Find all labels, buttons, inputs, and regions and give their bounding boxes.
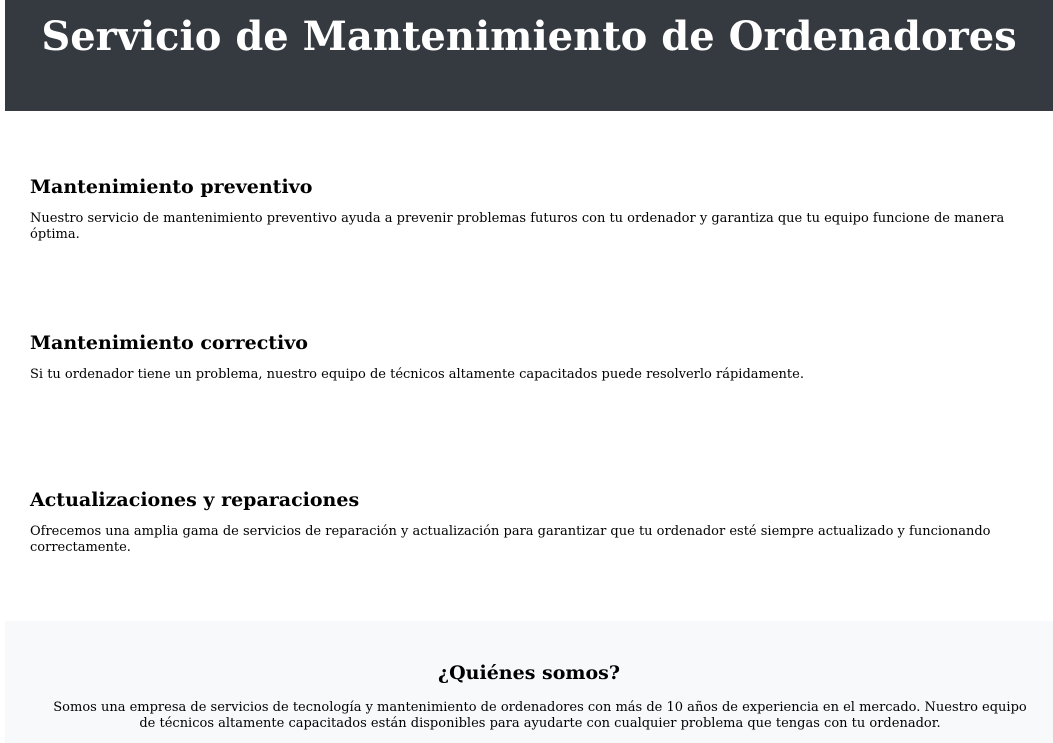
about-description: Somos una empresa de servicios de tecnología y mantenimiento de ordenadores con más de 10 años de experiencia en el mercado. Nuestro equipo de técnicos altamente capacitados están disponibles para ayudarte con cualquier problema que tengas con tu ordenador.	[53, 700, 1027, 731]
service-preventive	[30, 175, 1043, 243]
page-title: Servicio de Mantenimiento de Ordenadores	[41, 13, 1017, 60]
service-title: Mantenimiento correctivo	[30, 332, 308, 354]
about-section	[5, 621, 1053, 743]
service-updates-repairs	[30, 488, 1043, 556]
service-title: Actualizaciones y reparaciones	[30, 489, 360, 511]
about-title: ¿Quiénes somos?	[438, 662, 620, 684]
service-description: Si tu ordenador tiene un problema, nuestro equipo de técnicos altamente capacitados puede resolverlo rápidamente.	[30, 367, 804, 382]
service-title: Mantenimiento preventivo	[30, 176, 313, 198]
service-description: Ofrecemos una amplia gama de servicios de reparación y actualización para garantizar que tu ordenador esté siempre actualizado y funcionando correctamente.	[30, 524, 991, 555]
service-corrective	[30, 331, 1043, 383]
site-header	[5, 0, 1053, 111]
service-description: Nuestro servicio de mantenimiento preventivo ayuda a prevenir problemas futuros con tu ordenador y garantiza que tu equipo funcione de manera óptima.	[30, 211, 1005, 242]
